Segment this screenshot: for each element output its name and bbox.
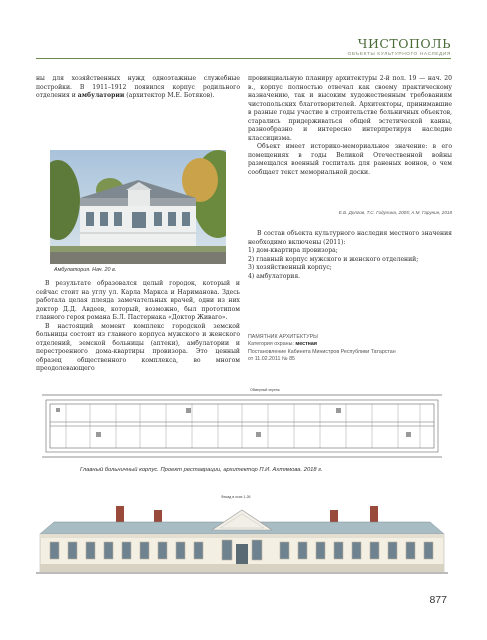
plan-caption: Главный больничный корпус. Проект реставрации, архитектор П.И. Ахтямова. 2018 г. <box>80 467 323 473</box>
left-para-1-text-b: (архитектор М.Е. Ботяков). <box>124 92 215 100</box>
plan-title: Обмерный чертеж <box>250 388 280 392</box>
right-column-bottom <box>248 230 452 281</box>
monument-block <box>248 334 396 364</box>
right-para-3: В состав объекта культурного наследия местного значения необходимо включены (2011): <box>248 230 452 246</box>
monument-title: ПАМЯТНИК АРХИТЕКТУРЫ <box>248 334 318 340</box>
category-value: местная <box>295 341 317 348</box>
decree-line-1: Постановление Кабинета Министров Республики Татарстан <box>248 348 396 355</box>
left-para-1-bold: амбулатории <box>77 92 125 100</box>
source-note: Е.Б. Долгов, Т.С. Гидулина, 2005; А.М. Гарунин, 2018 <box>338 210 452 215</box>
photo-caption: Амбулатория. Нач. 20 в. <box>54 267 117 273</box>
facade-drawing <box>36 494 448 580</box>
left-para-2: В результате образовался целый городок, который и сейчас стоит на углу ул. Карла Маркса и Нариманова. Здесь работала целая плеяда замечательных врачей, одни из них доктор Д.Д. Авдеев, который, возможно, был прототипом главного героя романа Б.Л. Пастернака «Доктор Живаго». <box>36 280 240 322</box>
decree-line-2: от 11.02.2011 № 85 <box>248 356 295 363</box>
monument-category <box>248 341 396 348</box>
header-title: ЧИСТОПОЛЬ <box>357 36 451 51</box>
left-column-bottom <box>36 280 240 374</box>
floor-plan-drawing <box>36 386 448 464</box>
ambulatory-photo <box>50 150 226 264</box>
object-list <box>248 247 452 281</box>
facade-title: Фасад в осях 1-26 <box>221 495 251 499</box>
left-para-1-text-a: ны для хозяйственных нужд одноэтажные служебные постройки. В 1911–1912 появился корпус родильного отделения и <box>36 75 240 100</box>
header-rule <box>36 58 451 59</box>
category-label: Категория охраны: <box>248 341 296 348</box>
list-item: 2) главный корпус мужского и женского отделений; <box>248 255 419 263</box>
right-para-2: Объект имеет историко-мемориальное значение: в его помещениях в годы Великой Отечественной войны размещался военный госпиталь для раненых воинов, о чем сообщает текст мемориальной доски. <box>248 143 452 177</box>
list-item: 1) дом-квартира провизора; <box>248 247 338 255</box>
left-para-3: В настоящий момент комплекс городской земской больницы состоит из главного корпуса мужского и женского отделений, земской больницы (аптеки), амбулатории и перестроенного дома-квартиры провизора. Это ценный образец общественного комплекса, во многом преодолевающего <box>36 322 240 373</box>
header-subtitle: ОБЪЕКТЫ КУЛЬТУРНОГО НАСЛЕДИЯ <box>347 52 451 57</box>
left-column-top <box>36 75 240 101</box>
list-item: 3) хозяйственный корпус; <box>248 264 332 272</box>
list-item: 4) амбулатория. <box>248 272 301 280</box>
right-column-top <box>248 75 452 178</box>
right-para-1: провинциальную планиру архитектуры 2-й пол. 19 — нач. 20 в., корпус полностью отвечал как своему практическому назначению, так и высоким художественным требованиям чистопольских благотворителей. Архитекторы, принимавшие в разные годы участие в строительстве больничных объектов, старались придерживаться общей эстетической канвы, разнообразно и интересно интерпретируя наследие классицизма. <box>248 75 452 142</box>
left-para-1 <box>36 75 240 101</box>
page-number: 877 <box>429 594 447 606</box>
